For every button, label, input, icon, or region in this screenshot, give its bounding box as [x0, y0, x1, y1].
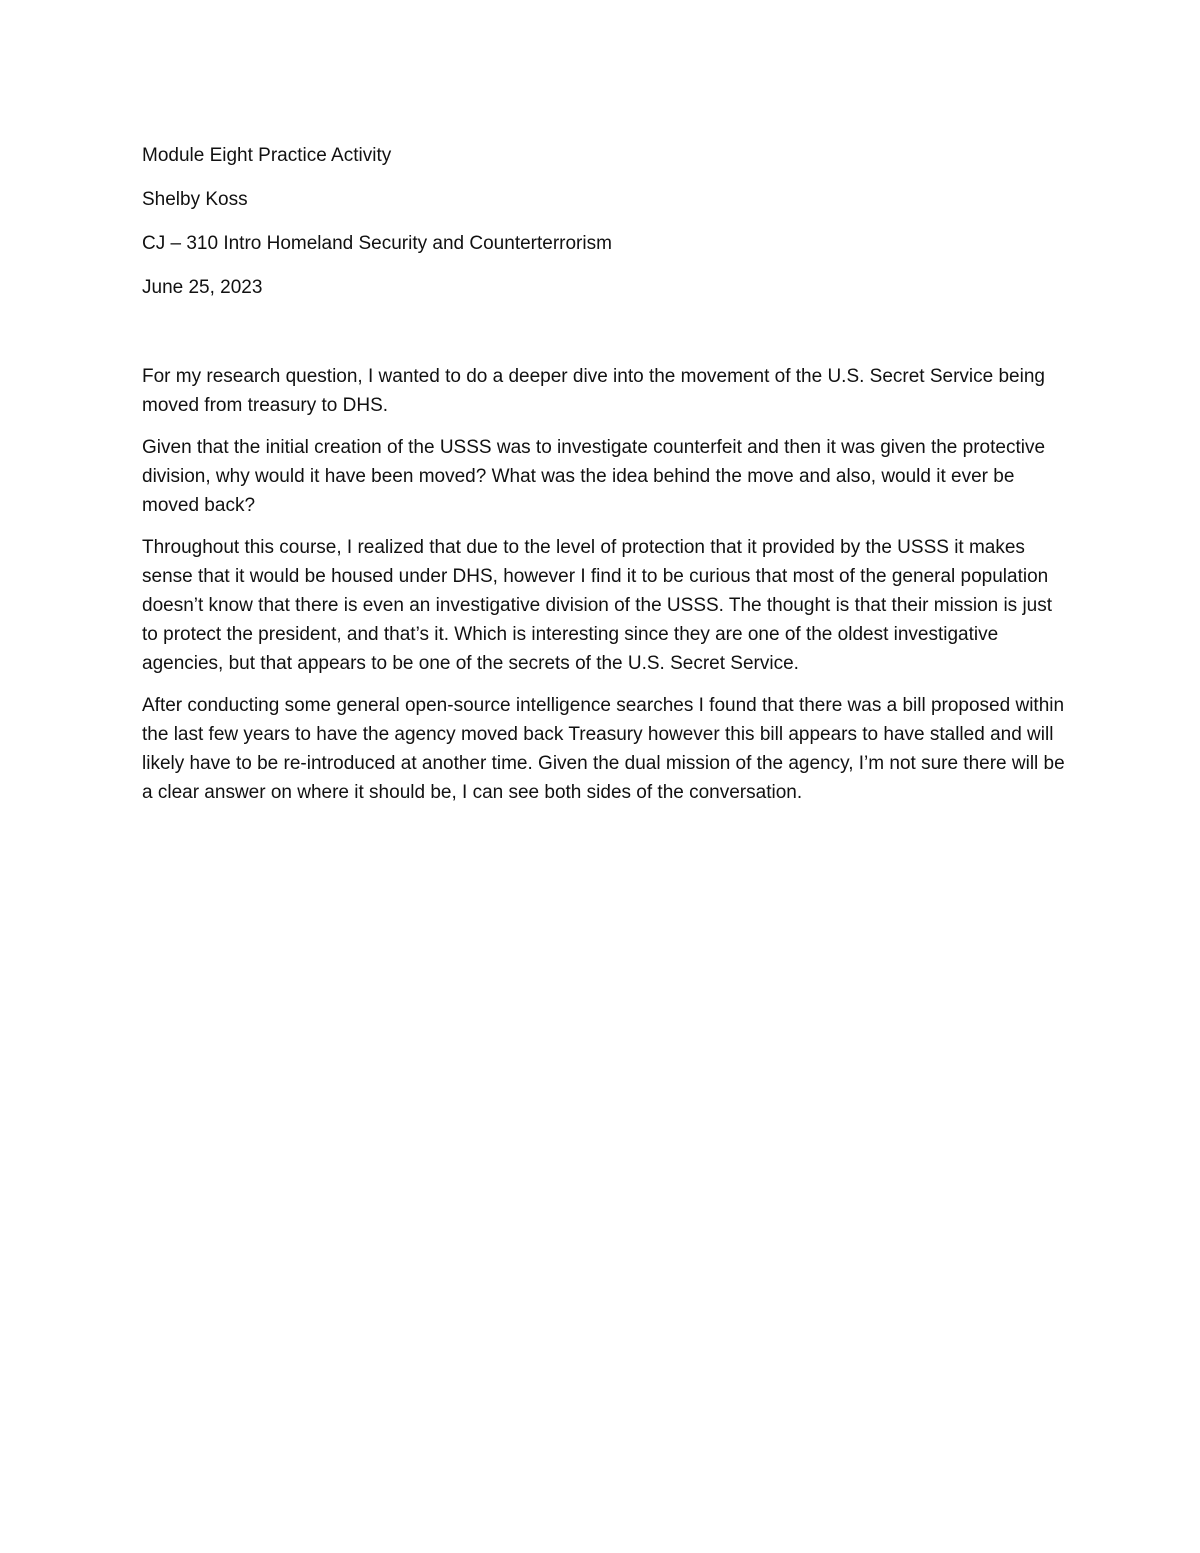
header-spacer — [142, 318, 1067, 362]
course-name: CJ – 310 Intro Homeland Security and Counterterrorism — [142, 233, 612, 254]
author-name: Shelby Koss — [142, 189, 248, 210]
document-date: June 25, 2023 — [142, 277, 263, 298]
paragraph-questions: Given that the initial creation of the USSS was to investigate counterfeit and then it was given the protective division, why would it have been moved? What was the idea behind the move and also, would it ever be moved back? — [142, 437, 1046, 516]
paragraph-findings: After conducting some general open-source intelligence searches I found that there was a bill proposed within the last few years to have the agency moved back Treasury however this bill appears to have stalled and will likely have to be re-introduced at another time. Given the dual mission of the agency, I’m not sure there will be a clear answer on where it should be, I can see both sides of the conversation. — [142, 695, 1065, 803]
document-title: Module Eight Practice Activity — [142, 145, 392, 166]
paragraph-research-question: For my research question, I wanted to do a deeper dive into the movement of the U.S. Secret Service being moved from treasury to DHS. — [142, 366, 1045, 416]
paragraph-reflection: Throughout this course, I realized that due to the level of protection that it provided by the USSS it makes sense that it would be housed under DHS, however I find it to be curious that most of the general population doesn’t know that there is even an investigative division of the USSS. The thought is that their mission is just to protect the president, and that’s it. Which is interesting since they are one of the oldest investigative agencies, but that appears to be one of the secrets of the U.S. Secret Service. — [142, 537, 1053, 674]
document-content — [142, 142, 1067, 820]
